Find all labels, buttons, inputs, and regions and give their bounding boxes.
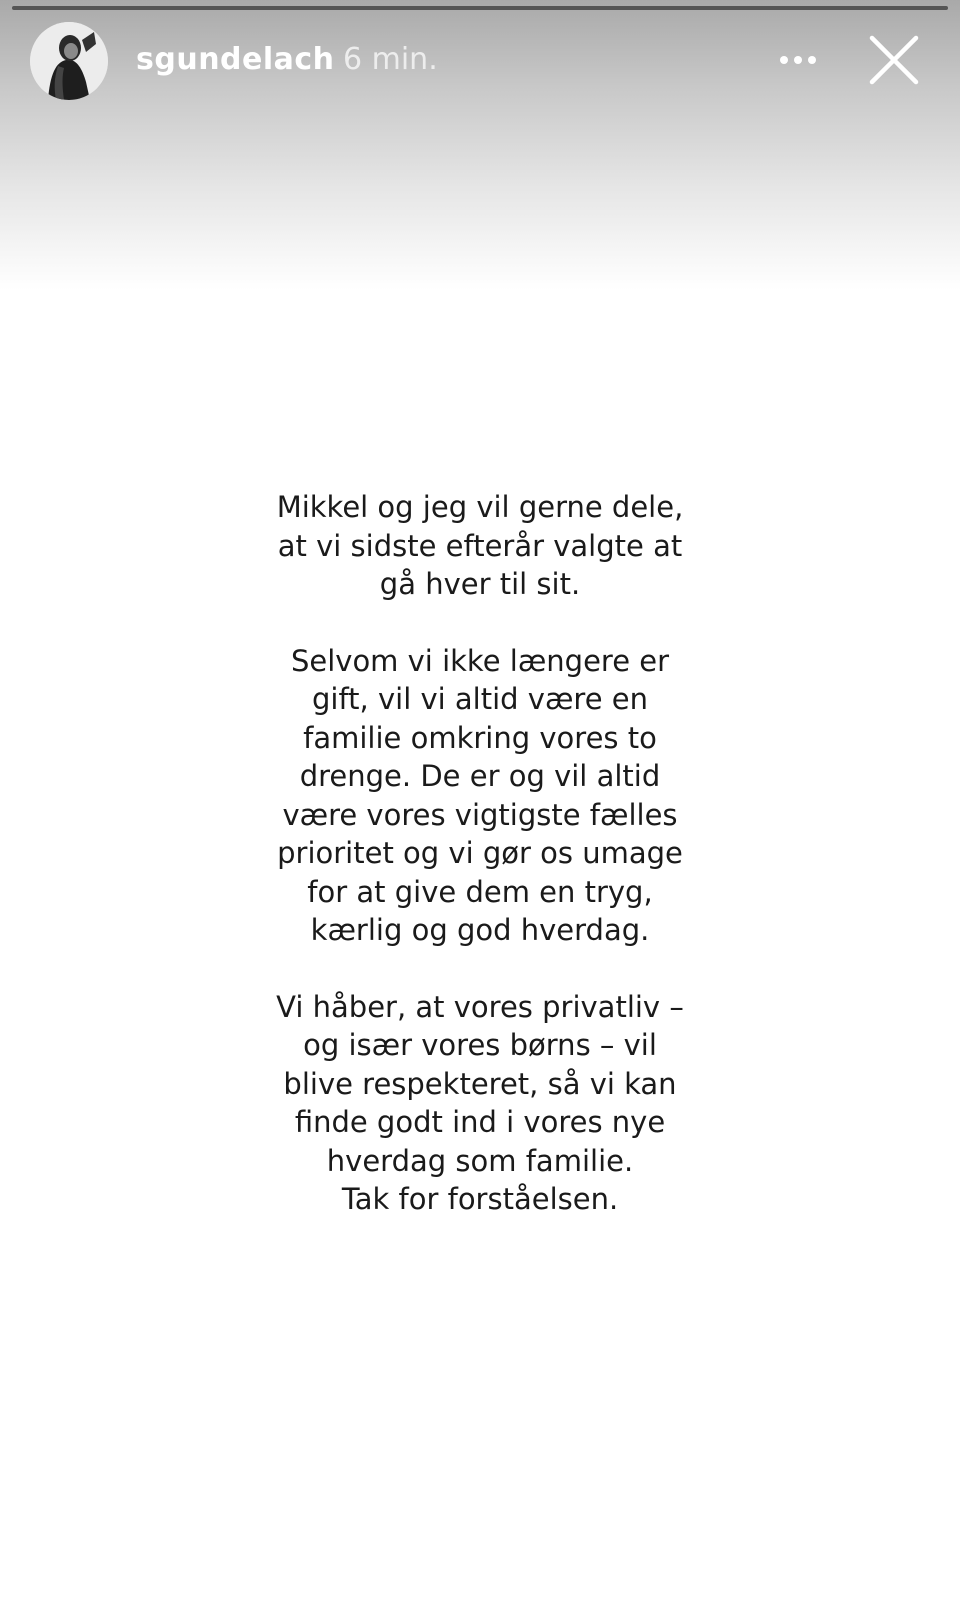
- message-paragraph: [180, 988, 780, 1219]
- username[interactable]: sgundelach: [136, 42, 335, 77]
- more-horizontal-icon: [778, 55, 818, 65]
- avatar-photo: [30, 22, 108, 100]
- timestamp: 6 min.: [343, 42, 438, 77]
- story-header: [0, 22, 960, 104]
- message-paragraph: [180, 642, 780, 950]
- message-line: Vi håber, at vores privatliv –: [276, 989, 684, 1024]
- avatar[interactable]: [30, 22, 108, 100]
- message-line: hverdag som familie.: [326, 1143, 634, 1178]
- message-line: drenge. De er og vil altid: [299, 759, 661, 793]
- more-options-button[interactable]: [770, 42, 826, 78]
- message-line: gift, vil vi altid være en: [312, 682, 648, 716]
- close-icon: [864, 30, 924, 90]
- message-paragraph: [180, 488, 780, 604]
- message-line: for at give dem en tryg,: [307, 874, 653, 909]
- message-line: og især vores børns – vil: [303, 1028, 657, 1062]
- message-line: Mikkel og jeg vil gerne dele,: [276, 490, 684, 524]
- story-progress-bar: [12, 6, 948, 10]
- story-message: [180, 488, 780, 1219]
- message-line: være vores vigtigste fælles: [282, 797, 678, 832]
- message-line: familie omkring vores to: [303, 720, 657, 755]
- message-line: gå hver til sit.: [379, 567, 581, 601]
- message-line: kærlig og god hverdag.: [310, 913, 650, 947]
- message-line: Tak for forståelsen.: [341, 1182, 619, 1216]
- message-line: Selvom vi ikke længere er: [290, 643, 670, 678]
- message-line: at vi sidste efterår valgte at: [277, 528, 683, 563]
- message-line: prioritet og vi gør os umage: [277, 836, 683, 870]
- close-button[interactable]: [864, 30, 924, 90]
- message-line: finde godt ind i vores nye: [294, 1105, 666, 1139]
- message-line: blive respekteret, så vi kan: [283, 1066, 677, 1101]
